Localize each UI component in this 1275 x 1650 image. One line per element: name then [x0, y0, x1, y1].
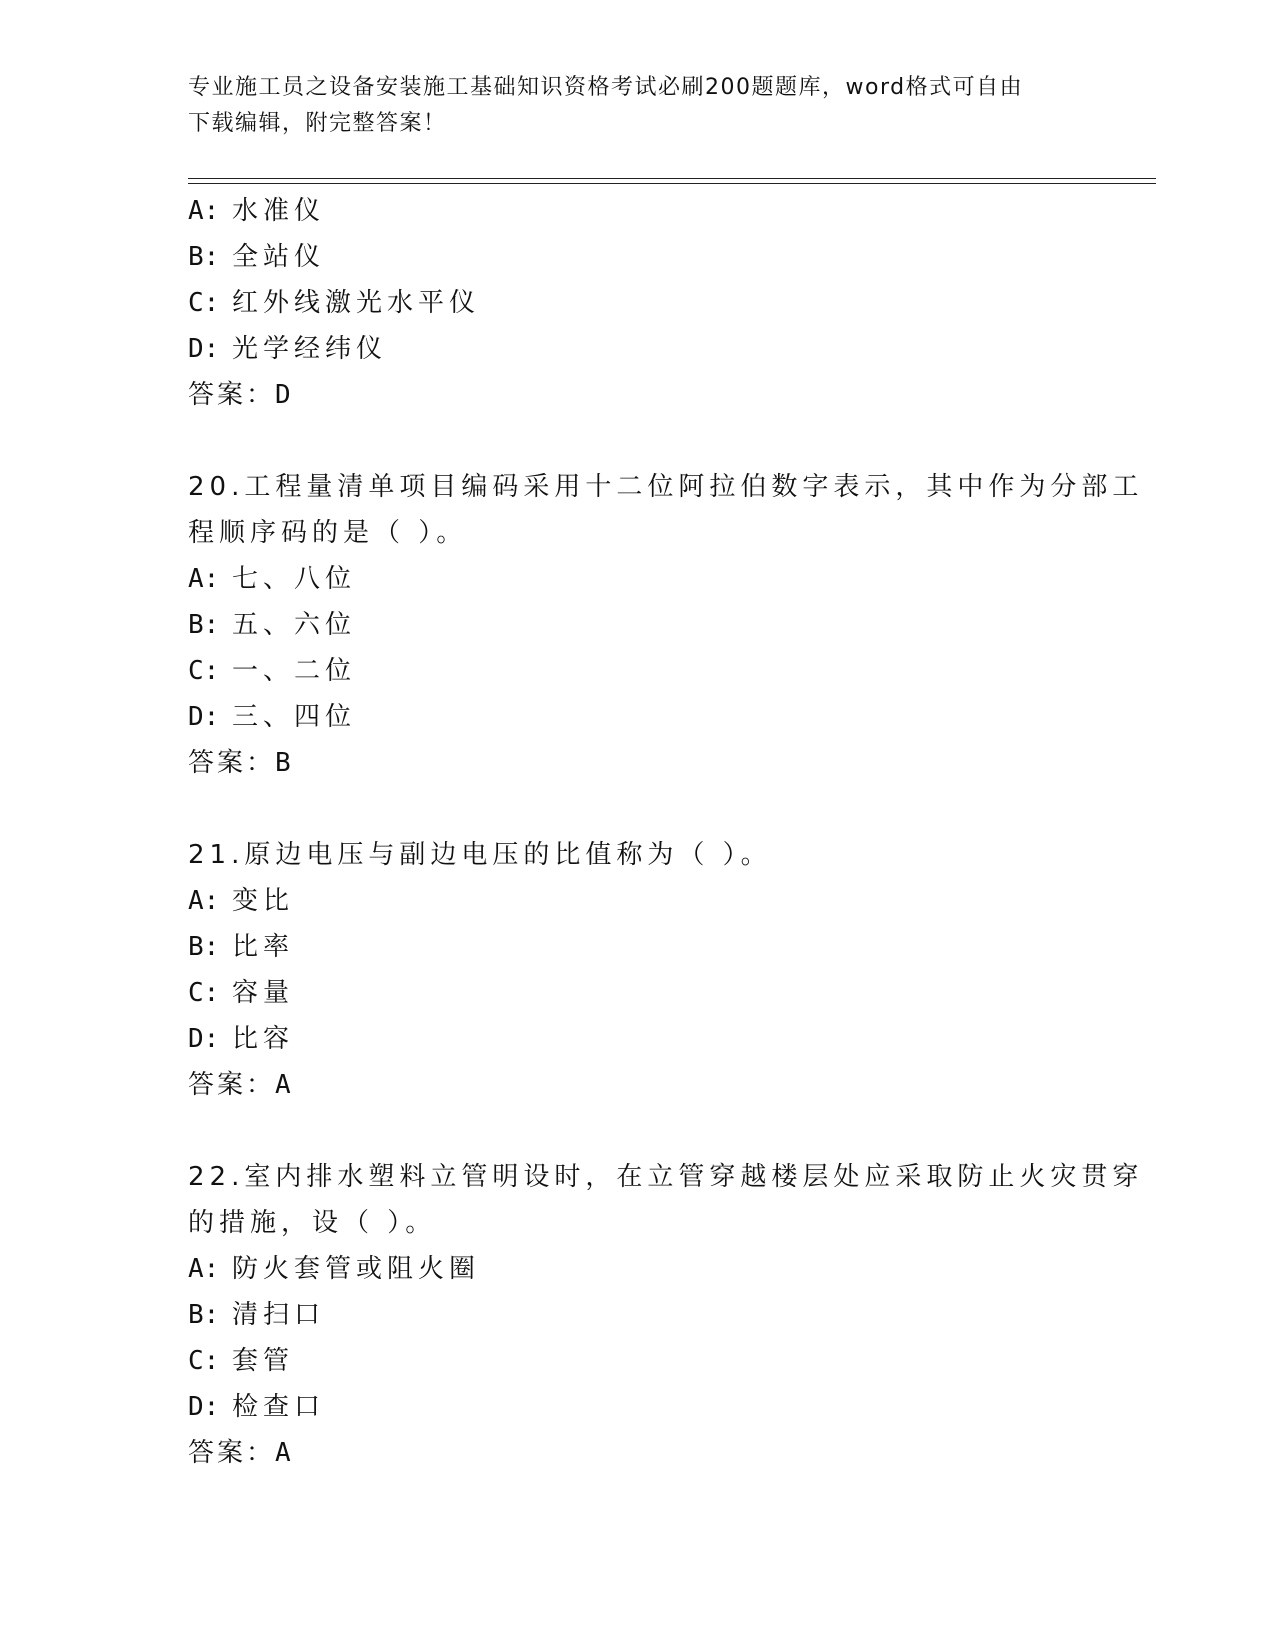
header-title-line-2: 下载编辑，附完整答案！: [188, 111, 447, 136]
option-label: A:: [188, 196, 220, 226]
option-label: A:: [188, 886, 220, 916]
option-label: A:: [188, 1254, 220, 1284]
question-text-line-1: 20.工程量清单项目编码采用十二位阿拉伯数字表示，其中作为分部工: [188, 472, 1144, 502]
option-text: 七、八位: [232, 564, 357, 594]
option-label: A:: [188, 564, 220, 594]
question-text-line-2: 程顺序码的是（ ）。: [188, 518, 468, 548]
option-text: 容量: [232, 978, 295, 1008]
option-label: B:: [188, 242, 220, 272]
option-b: [188, 234, 1088, 280]
option-text: 三、四位: [232, 702, 357, 732]
option-text: 变比: [232, 886, 295, 916]
option-c: [188, 280, 1088, 326]
option-label: D:: [188, 334, 220, 364]
option-a: [188, 188, 1088, 234]
option-text: 全站仪: [232, 242, 326, 272]
option-label: C:: [188, 656, 220, 686]
answer-label: 答案：: [188, 748, 276, 778]
option-label: B:: [188, 610, 220, 640]
option-d: [188, 326, 1088, 372]
option-text: 五、六位: [232, 610, 357, 640]
option-c: [188, 648, 1088, 694]
answer-line: [188, 1062, 1088, 1108]
answer-line: [188, 1430, 1088, 1476]
answer-value: A: [275, 1070, 291, 1100]
option-c: [188, 1338, 1088, 1384]
option-label: C:: [188, 1346, 220, 1376]
option-text: 一、二位: [232, 656, 357, 686]
option-text: 检查口: [232, 1392, 326, 1422]
option-label: C:: [188, 288, 220, 318]
question-block: [188, 832, 1088, 1108]
option-text: 防火套管或阻火圈: [232, 1254, 481, 1284]
option-label: B:: [188, 932, 220, 962]
option-label: D:: [188, 1392, 220, 1422]
question-block: [188, 188, 1088, 418]
header-divider-top: [188, 178, 1156, 179]
option-text: 红外线激光水平仪: [232, 288, 481, 318]
answer-label: 答案：: [188, 1070, 276, 1100]
question-block: [188, 1154, 1144, 1476]
header-title-line-1: 专业施工员之设备安装施工基础知识资格考试必刷200题题库，word格式可自由: [188, 75, 1024, 100]
option-label: D:: [188, 1024, 220, 1054]
document-header: [188, 70, 1088, 142]
spacer: [188, 418, 1088, 464]
answer-label: 答案：: [188, 380, 276, 410]
option-label: D:: [188, 702, 220, 732]
header-divider-bottom: [188, 183, 1156, 184]
answer-line: [188, 740, 1088, 786]
option-b: [188, 1292, 1088, 1338]
option-text: 清扫口: [232, 1300, 326, 1330]
question-text-line-1: 22.室内排水塑料立管明设时，在立管穿越楼层处应采取防止火灾贯穿: [188, 1162, 1144, 1192]
spacer: [188, 786, 1088, 832]
question-text-line-1: 21.原边电压与副边电压的比值称为（ ）。: [188, 840, 772, 870]
question-text-line-2: 的措施，设（ ）。: [188, 1208, 437, 1238]
answer-line: [188, 372, 1088, 418]
option-d: [188, 1384, 1088, 1430]
option-text: 水准仪: [232, 196, 326, 226]
option-d: [188, 694, 1088, 740]
option-text: 比率: [232, 932, 295, 962]
option-b: [188, 924, 1088, 970]
answer-value: B: [275, 748, 291, 778]
option-d: [188, 1016, 1088, 1062]
question-list: [188, 188, 1144, 1476]
option-a: [188, 878, 1088, 924]
option-label: C:: [188, 978, 220, 1008]
option-a: [188, 1246, 1088, 1292]
option-a: [188, 556, 1088, 602]
answer-value: D: [275, 380, 291, 410]
option-text: 光学经纬仪: [232, 334, 388, 364]
option-c: [188, 970, 1088, 1016]
option-b: [188, 602, 1088, 648]
option-label: B:: [188, 1300, 220, 1330]
spacer: [188, 1108, 1088, 1154]
answer-label: 答案：: [188, 1438, 276, 1468]
option-text: 比容: [232, 1024, 295, 1054]
answer-value: A: [275, 1438, 291, 1468]
question-block: [188, 464, 1144, 786]
option-text: 套管: [232, 1346, 295, 1376]
